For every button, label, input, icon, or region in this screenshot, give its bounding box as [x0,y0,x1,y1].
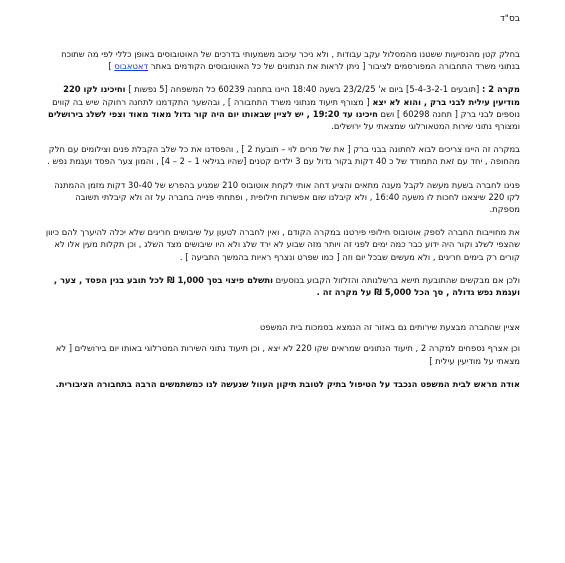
case2-bold-1: וחיכינו לקו 220 מודיעין עילית לבני ברק , והוא לא יצא [63,84,520,107]
case2-paragraph [43,83,520,132]
case2-text-3: ומצורף נתוני שירות המטאורלוגי שמצאתי על ירושלים. [331,121,520,132]
compensation-paragraph [43,274,520,298]
jurisdiction-paragraph: אציין שהחברה מבצעת שירותים גם באזור זה הנמצא בסמכות בית המשפט [259,322,520,333]
attachments-paragraph: וכן אצרף נספחים למקרה 2 , תיעוד הנתונים שמראים שקו 220 לא יצא , וכן תיעוד נתוני השירות המטרלוגי באותו יום בירושלים [ לא מצאתי על מודיעין עילית ] [55,343,520,366]
closing-bold: אודה מראש לבית המשפט הנכבד על הטיפול בתיק לטובת תיקון העוול שנעשה לנו כמשתמשים הרבה בתחבורה הציבורית. [55,378,520,389]
intro-text-end: ] [108,61,115,72]
document-body [43,48,520,401]
obligation-paragraph: את מחוייבות החברה לספק אוטובוס חילופי פירטנו במקרה הקודם , ואין לחברה לטעון על שיבושים חריגים שלא יכלה להיערך להם כיוון שהצפי לשלג וקור היה ידוע כבר כמה ימים לפני זה ויותר מזה שבוע לא ירד שלג ולא היו שיבושים מצד השלג , וכן תקלות מעין אלו לא קורים רק בימים חריגים , ולא מעשים שבכל יום וזה [ כמו שפרט ונצרף ראיות בהמשך התביעה ] . [45,227,520,262]
case2-text-2: [ מצורף תיעוד מנתוני משרד התחבורה ] , ובהשער התקדמנו לתחנה רחוקה שיש בה קווים נוספים לבני ברק [ תחנה 60298 ] ושם [52,96,520,119]
databus-link[interactable]: דאטאבוס [114,61,149,72]
header-bsd: בס"ד [499,14,520,24]
wedding-paragraph: במקרה זה היינו צריכים לבוא לחתונה בבני ברק [ את של מרים לוי – תובעת 2 ] , והפסדנו את כל שלב הקבלת פנים וצילומים עם חלק מהחופה , יחד עם זאת התמודד של כ 40 דקות בקור גדול עם 3 ילדים קטנים [שהיו בגילאי 1 – 2 – 4] , והמון צער הפסד ועגמת נפש . [47,144,520,167]
spacer [43,309,520,321]
intro-text: בחלק קטן מהנסיעות ששטנו מהמסלול עקב עבודות , ולא ניכר עיכוב משמעותי בדרכים של האוטובוסים באופן כללי לפי מה שתוכח בנתוני משרד התחבורה המפורסמים לציבור [ ניתן לראות את הנתונים של כל האוטובוסים הקודמים באתר [61,49,520,72]
complaint-paragraph: פנינו לחברה בשעת מעשה לקבל מענה מתאים והציע דחה אותי לקחת אוטובוס 210 שמגיע בהפרש של 30-40 דקות מזמן ההמתנה לקו 220 שיצאנו לחכות לו משעה 16:40 , ולא קיבלנו שום אפשרות חילופית , ופתחתי פנייה בחברה על זה ולא קיבלתי תשובה מספקת. [54,179,520,215]
compensation-text: ולכן אם מבקשים שהתובעת תישא ברשלנותה והזלזול הקבוע בנוסעים [273,274,520,285]
case2-label: מקרה 2 : [481,84,520,95]
compensation-bold: ותשלם פיצוי בסך 1,000 ₪ לכל תובע בגין הפסד , צער , ועגמת נפש גדולה , סך הכל 5,000 ₪ על מקרה זה . [53,274,520,298]
case2-bold-2: חיכינו עד 19:20 , יש לציין שבאותו יום היה קור גדול מאוד מאוד וצפי לשלג בירושלים [47,108,378,119]
closing-paragraph [43,378,520,390]
case2-text-1: [תובעים 5-4-3-2-1] ביום א' 23/2/25 בשעה 18:40 היינו בתחנה 60239 כל המשפחה [5 נפשות ] [125,84,482,95]
intro-paragraph [43,48,520,72]
